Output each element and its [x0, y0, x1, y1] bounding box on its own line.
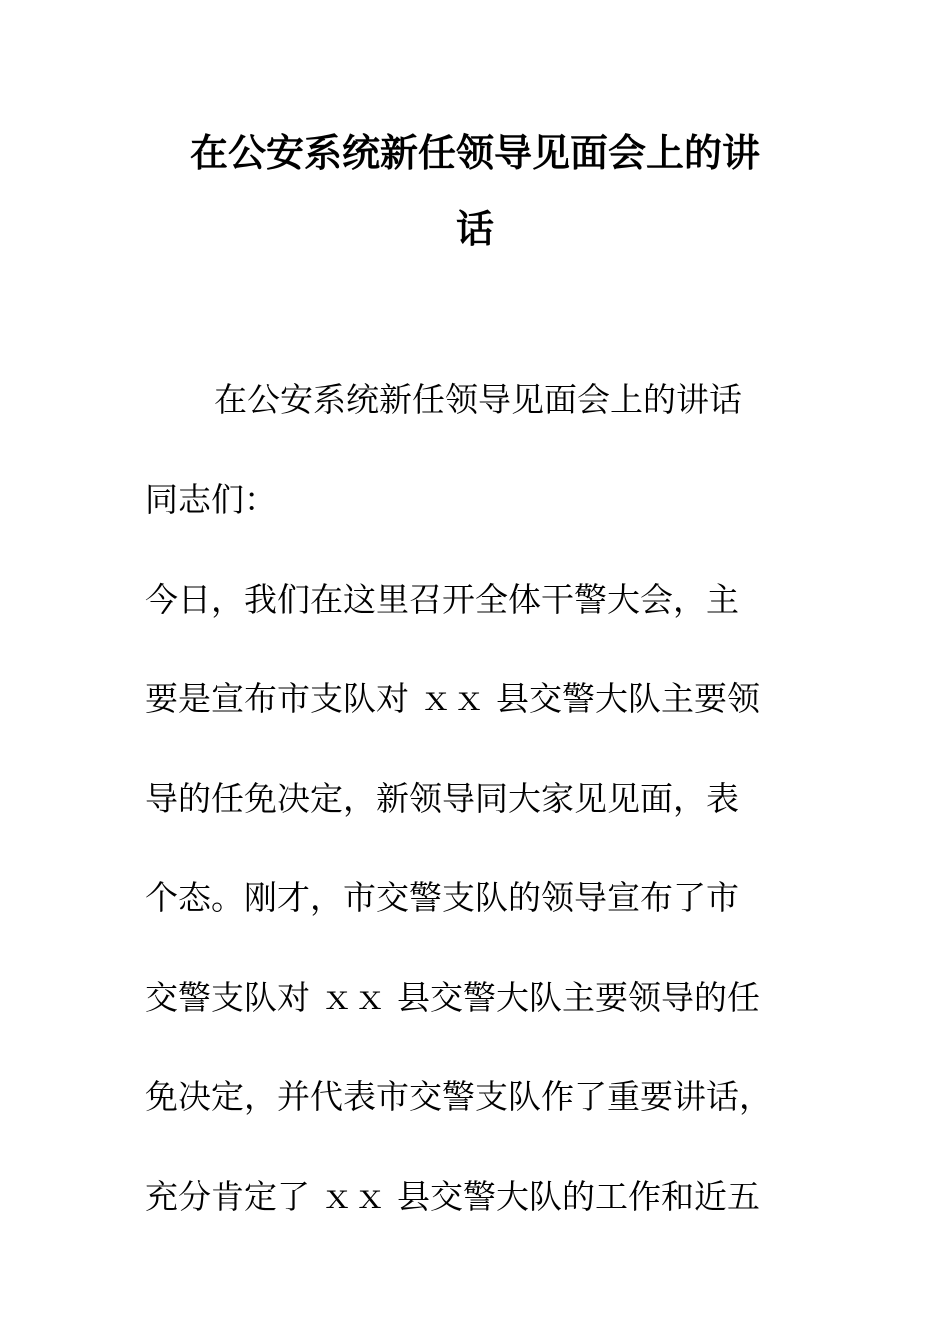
body-line: 充分肯定了 ｘｘ 县交警大队的工作和近五: [145, 1177, 760, 1216]
body-line: 今日，我们在这里召开全体干警大会，主: [145, 580, 739, 619]
body-line: 要是宣布市支队对 ｘｘ 县交警大队主要领: [145, 679, 760, 718]
body-line: 个态。刚才，市交警支队的领导宣布了市: [145, 878, 739, 917]
document-title-line-2: 话: [455, 207, 494, 251]
body-line-heading: 在公安系统新任领导见面会上的讲话: [214, 380, 742, 419]
body-line: 免决定，并代表市交警支队作了重要讲话，: [145, 1077, 772, 1116]
body-line-salutation: 同志们：: [145, 480, 277, 519]
document-title-line-1: 在公安系统新任领导见面会上的讲: [189, 131, 760, 175]
body-line: 导的任免决定，新领导同大家见见面，表: [145, 779, 739, 818]
body-line: 交警支队对 ｘｘ 县交警大队主要领导的任: [145, 978, 760, 1017]
